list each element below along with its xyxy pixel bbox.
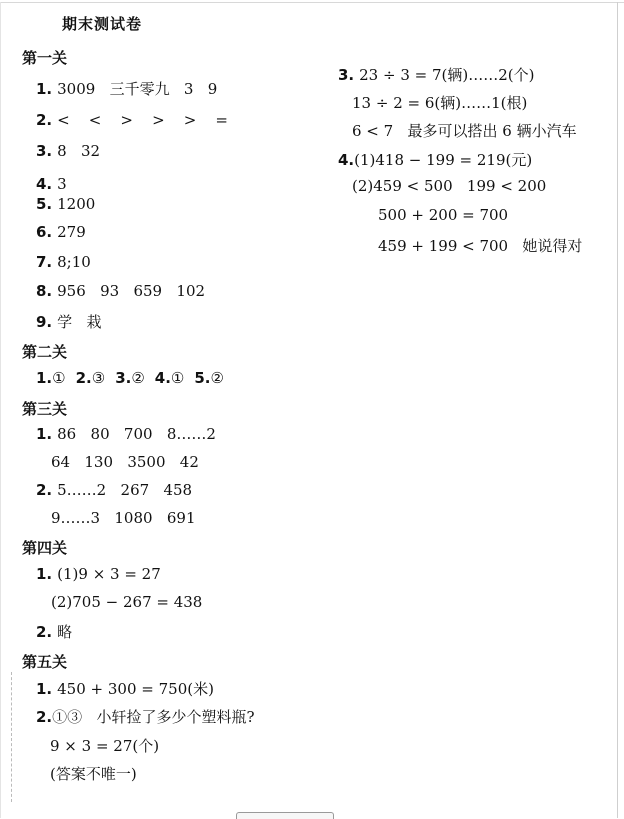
s2-num-1: 1. xyxy=(36,369,53,387)
s2-text-2: ③ xyxy=(91,369,106,387)
right-answer-3 xyxy=(338,64,534,85)
s1-num-6: 6. xyxy=(36,223,53,241)
s1-text-4: 3 xyxy=(57,175,67,193)
section-4-heading: 第四关 xyxy=(22,539,68,557)
s2-num-3: 3. xyxy=(115,369,132,387)
right-answer-4-line-3: 500 + 200 = 700 xyxy=(378,206,509,224)
s2-text-4: ① xyxy=(170,369,185,387)
s5-answer-1 xyxy=(36,678,214,699)
s4-answer-2 xyxy=(36,621,72,642)
s1-answer-6 xyxy=(36,223,86,241)
s2-num-5: 5. xyxy=(194,369,211,387)
s5-answer-2-note: (答案不唯一) xyxy=(50,765,137,783)
page-right-border xyxy=(617,2,618,818)
s1-answer-7 xyxy=(36,253,91,271)
right-answer-4-line-4: 459 + 199 < 700 她说得对 xyxy=(378,237,583,255)
s4-text-1: (1)9 × 3 = 27 xyxy=(57,565,161,583)
right-answer-3-line-3: 6 < 7 最多可以搭出 6 辆小汽车 xyxy=(352,122,577,140)
s1-num-4: 4. xyxy=(36,175,53,193)
s3-text-2: 5……2 267 458 xyxy=(57,481,193,499)
s3-answer-2 xyxy=(36,481,192,499)
s1-answer-5 xyxy=(36,195,95,213)
s1-text-8: 956 93 659 102 xyxy=(57,282,206,300)
s1-num-8: 8. xyxy=(36,282,53,300)
right-answer-3-line-2: 13 ÷ 2 = 6(辆)……1(根) xyxy=(352,94,528,112)
s1-answer-8 xyxy=(36,282,205,300)
s5-text-1: 450 + 300 = 750(米) xyxy=(57,680,214,698)
right-answer-4 xyxy=(338,149,532,170)
s1-num-2: 2. xyxy=(36,111,53,129)
s1-text-7: 8;10 xyxy=(57,253,91,271)
s4-answer-1-part-2: (2)705 − 267 = 438 xyxy=(51,593,203,611)
s1-num-9: 9. xyxy=(36,313,53,331)
s5-text-2: ①③ 小轩捡了多少个塑料瓶? xyxy=(52,708,255,726)
s1-num-5: 5. xyxy=(36,195,53,213)
s1-text-9: 学 栽 xyxy=(57,313,102,331)
s3-num-1: 1. xyxy=(36,425,53,443)
section-1-heading: 第一关 xyxy=(22,49,68,67)
s3-answer-1-continued: 64 130 3500 42 xyxy=(51,453,199,471)
s2-num-4: 4. xyxy=(154,369,171,387)
s5-answer-2 xyxy=(36,706,255,727)
page-left-border xyxy=(0,2,1,818)
page-title: 期末测试卷 xyxy=(62,15,143,33)
right-answer-4-line-2: (2)459 < 500 199 < 200 xyxy=(352,177,547,195)
s4-num-1: 1. xyxy=(36,565,53,583)
s2-text-1: ① xyxy=(52,369,66,387)
s3-answer-1 xyxy=(36,425,216,443)
right-num-3: 3. xyxy=(338,66,355,84)
s2-text-5: ② xyxy=(210,369,224,387)
page-top-border xyxy=(0,2,624,3)
s1-answer-2 xyxy=(36,111,228,129)
s2-num-2: 2. xyxy=(75,369,92,387)
section-5-heading: 第五关 xyxy=(22,653,68,671)
s1-answer-1 xyxy=(36,78,217,99)
s3-num-2: 2. xyxy=(36,481,53,499)
s5-num-1: 1. xyxy=(36,680,53,698)
s5-num-2: 2. xyxy=(36,708,53,726)
s2-text-3: ② xyxy=(131,369,145,387)
s1-text-1: 3009 三千零九 3 9 xyxy=(57,80,218,98)
s5-answer-2-calc: 9 × 3 = 27(个) xyxy=(50,737,160,755)
s1-num-7: 7. xyxy=(36,253,53,271)
margin-dashed-line xyxy=(11,672,12,802)
s1-num-1: 1. xyxy=(36,80,53,98)
s1-answer-4 xyxy=(36,175,67,193)
s4-text-2: 略 xyxy=(57,623,73,641)
s3-answer-2-continued: 9……3 1080 691 xyxy=(51,509,196,527)
right-text-4: (1)418 − 199 = 219(元) xyxy=(354,151,533,169)
s1-text-2: < < > > > = xyxy=(57,111,228,129)
s2-answers-row xyxy=(36,369,224,387)
section-3-heading: 第三关 xyxy=(22,400,68,418)
right-text-3: 23 ÷ 3 = 7(辆)……2(个) xyxy=(359,66,535,84)
s1-answer-9 xyxy=(36,311,101,332)
s1-text-6: 279 xyxy=(57,223,86,241)
s4-num-2: 2. xyxy=(36,623,53,641)
s1-text-3: 8 32 xyxy=(57,142,101,160)
s3-text-1: 86 80 700 8……2 xyxy=(57,425,216,443)
s4-answer-1 xyxy=(36,565,161,583)
right-num-4: 4. xyxy=(338,151,355,169)
s1-answer-3 xyxy=(36,142,100,160)
s1-text-5: 1200 xyxy=(57,195,96,213)
s1-num-3: 3. xyxy=(36,142,53,160)
section-2-heading: 第二关 xyxy=(22,343,68,361)
